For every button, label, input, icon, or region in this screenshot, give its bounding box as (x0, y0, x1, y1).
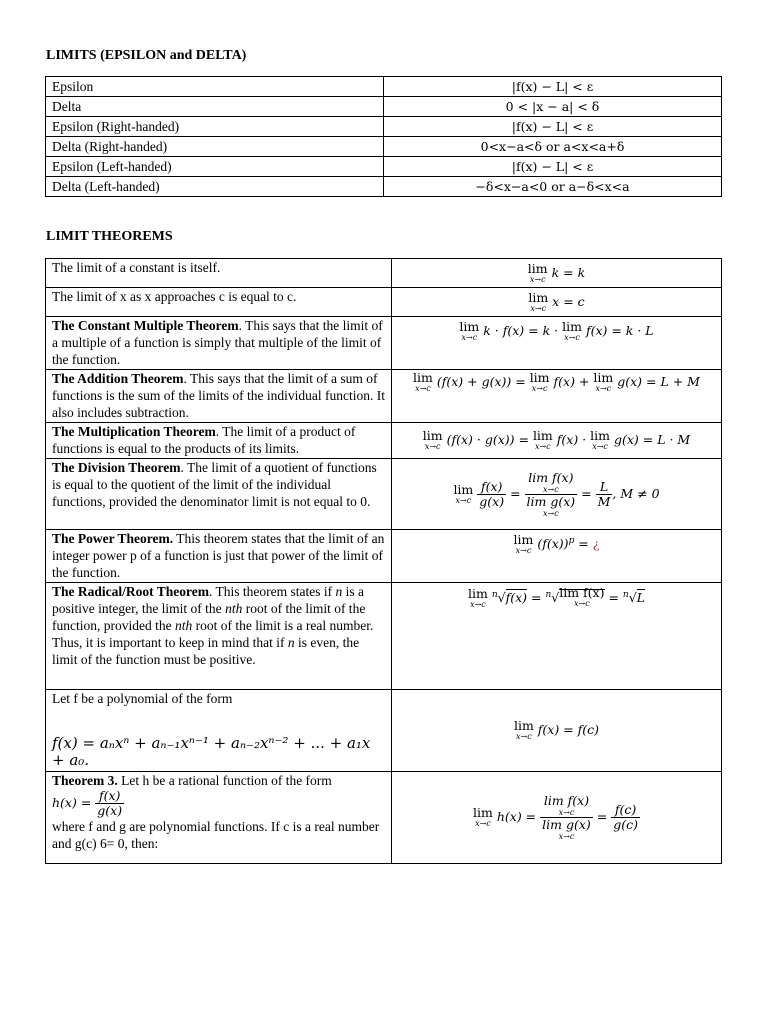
theorem-text (46, 423, 392, 459)
table-row (46, 117, 722, 137)
theorem-text (46, 690, 392, 772)
table-row (46, 530, 722, 583)
theorem-name: The Addition Theorem (52, 371, 184, 386)
row-label: Epsilon (Left-handed) (46, 157, 384, 177)
theorem-name: The Division Theorem (52, 460, 181, 475)
theorem-description: . The limit of a product of functions is equal to the products of its limits. (52, 424, 356, 456)
table-row (46, 423, 722, 459)
theorem-text: The Radical/Root Theorem. This theorem states if n is a positive integer, the limit of the nth root of the limit of the function, provided the nth root of the limit is a real number. Thus, it is important to keep in mind that if n is even, the limit of the function must be positive. (46, 583, 392, 690)
theorem-formula: lim x→c $(f(x))^p$ = ¿ (392, 530, 722, 583)
table-row (46, 157, 722, 177)
theorem-text: Theorem 3. Let h be a rational function of the form h(x) = $\frac{f(x)}{g(x)}$ where f and g are polynomial functions. If c is a real number and g(c) 6= 0, then: (46, 772, 392, 864)
theorem-text (46, 288, 392, 317)
theorem-description: . This says that the limit of a sum of functions is the sum of the limits of the individual function. It also includes subtraction. (52, 371, 385, 420)
theorem-text (46, 459, 392, 530)
theorem-text (46, 530, 392, 583)
table-row (46, 288, 722, 317)
theorem-name: Theorem 3. (52, 773, 118, 788)
theorem-formula: lim x→c f(x) = f(c) (392, 690, 722, 772)
theorem-description: This theorem states that the limit of an integer power p of a function is just that power of the limit of the function. (52, 531, 385, 580)
theorem-name: The Radical/Root Theorem (52, 584, 209, 599)
table-row (46, 77, 722, 97)
theorem-formula: lim x→c (f(x) · g(x)) = lim x→c f(x) · lim x→c g(x) = L · M (392, 423, 722, 459)
row-label: Delta (46, 97, 384, 117)
theorem-description: Let f be a polynomial of the form (52, 691, 233, 706)
section-title-epsilon-delta: LIMITS (EPSILON and DELTA) (46, 48, 247, 63)
table-row (46, 370, 722, 423)
row-label: Delta (Left-handed) (46, 177, 384, 197)
theorem-description: Let h be a rational function of the form (117, 773, 332, 788)
row-formula: 0<x−a<δ or a<x<a+δ (384, 137, 722, 157)
row-formula: −δ<x−a<0 or a−δ<x<a (384, 177, 722, 197)
table-row (46, 137, 722, 157)
row-formula: |f(x) − L| < ε (384, 77, 722, 97)
table-row (46, 177, 722, 197)
theorem-description: The limit of a constant is itself. (52, 260, 221, 275)
section-title-limit-theorems: LIMIT THEOREMS (46, 229, 173, 244)
epsilon-delta-table (45, 76, 722, 197)
row-label: Epsilon (Right-handed) (46, 117, 384, 137)
theorem-formula: lim x→c k = k (392, 259, 722, 288)
theorem-text (46, 370, 392, 423)
table-row (46, 459, 722, 530)
theorem-formula: lim x→c k · f(x) = k · lim x→c f(x) = k · L (392, 317, 722, 370)
theorem-name: The Multiplication Theorem (52, 424, 216, 439)
limit-theorems-table (45, 258, 722, 864)
row-label: Delta (Right-handed) (46, 137, 384, 157)
row-formula: |f(x) − L| < ε (384, 117, 722, 137)
table-row (46, 259, 722, 288)
theorem-description: The limit of x as x approaches c is equal to c. (52, 289, 297, 304)
theorem-name: The Constant Multiple Theorem (52, 318, 239, 333)
theorem-text (46, 317, 392, 370)
theorem-formula: lim x→c (f(x) + g(x)) = lim x→c f(x) + lim x→c g(x) = L + M (392, 370, 722, 423)
table-row (46, 97, 722, 117)
theorem-description: . The limit of a quotient of functions is equal to the quotient of the limit of the individual functions, provided the denominator limit is not equal to 0. (52, 460, 377, 509)
table-row (46, 772, 722, 864)
table-row (46, 317, 722, 370)
theorem-formula: lim x→c h(x) = lim f(x) x→c lim g(x) x→c = $\frac{f(c)}{g(c)}$ (392, 772, 722, 864)
theorem-name: The Power Theorem. (52, 531, 174, 546)
polynomial-formula: f(x) = aₙxⁿ + aₙ₋₁xⁿ⁻¹ + aₙ₋₂xⁿ⁻² + ... + a₁x + a₀. (52, 734, 371, 769)
row-formula: 0 < |x − a| < δ (384, 97, 722, 117)
row-label: Epsilon (46, 77, 384, 97)
table-row (46, 690, 722, 772)
table-row (46, 583, 722, 690)
theorem-description: . This says that the limit of a multiple of a function is simply that multiple of the limit of the function. (52, 318, 383, 367)
row-formula: |f(x) − L| < ε (384, 157, 722, 177)
theorem-formula: lim x→c x = c (392, 288, 722, 317)
theorem-formula: lim x→c $\frac{f(x)}{g(x)}$ = lim f(x) x→c lim g(x) x→c = $\frac{L}{M}$ , M ≠ 0 (392, 459, 722, 530)
theorem-formula: lim x→c $^n$√f(x) = $^n$√ lim f(x) x→c = $^n$√L (392, 583, 722, 690)
theorem-description: where f and g are polynomial functions. If c is a real number and g(c) 6= 0, then: (52, 819, 380, 851)
theorem-text (46, 259, 392, 288)
